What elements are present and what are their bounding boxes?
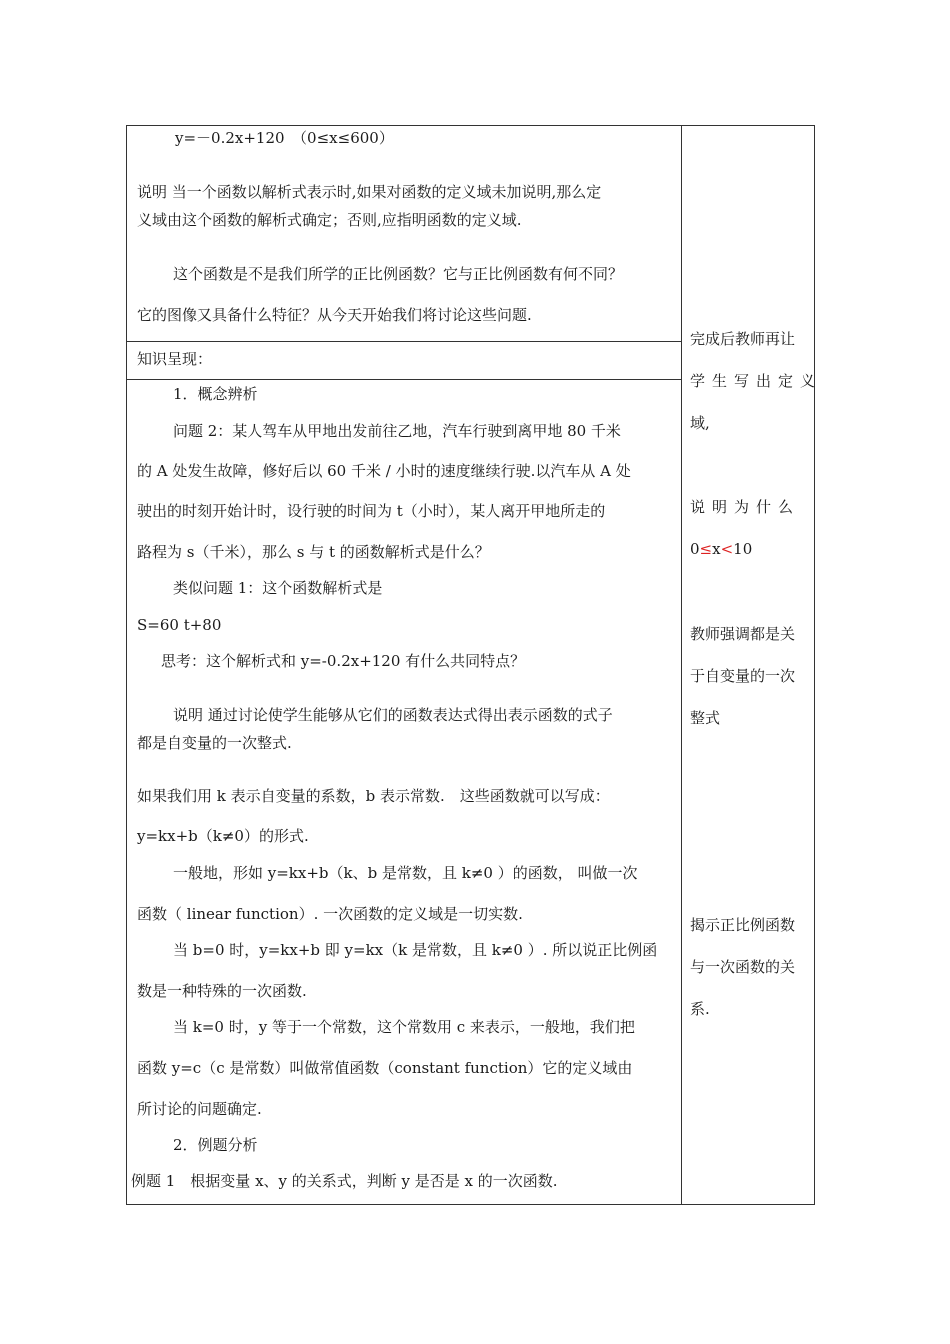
constant-line-3: 所讨论的问题确定. bbox=[137, 1100, 262, 1118]
explain-line-2: 都是自变量的一次整式. bbox=[137, 734, 292, 752]
definition-line-2: 函数（ linear function）. 一次函数的定义域是一切实数. bbox=[137, 905, 523, 923]
formula-s: S=60 t+80 bbox=[137, 616, 222, 634]
note-line-2: 义域由这个函数的解析式确定；否则,应指明函数的定义域. bbox=[137, 211, 522, 229]
side-note-4-line-3: 系. bbox=[690, 1000, 710, 1018]
formula-line: y=－0.2x+120 （0≤x≤600） bbox=[175, 129, 394, 147]
row-divider-1 bbox=[127, 341, 681, 342]
general-line-2: y=kx+b（k≠0）的形式. bbox=[137, 827, 309, 845]
side-note-3-line-3: 整式 bbox=[690, 709, 721, 727]
proportional-line-1: 当 b=0 时，y=kx+b 即 y=kx（k 是常数，且 k≠0 ）. 所以说正比例函 bbox=[173, 941, 658, 959]
constant-line-1: 当 k=0 时，y 等于一个常数，这个常数用 c 来表示，一般地，我们把 bbox=[173, 1018, 635, 1036]
problem-line-4: 路程为 s（千米），那么 s 与 t 的函数解析式是什么？ bbox=[137, 543, 490, 561]
lesson-plan-table bbox=[126, 125, 823, 1205]
subsection-heading-2: 2．例题分析 bbox=[173, 1136, 258, 1154]
explain-line-1: 说明 通过讨论使学生能够从它们的函数表达式得出表示函数的式子 bbox=[173, 706, 613, 724]
side-note-2-line-2 bbox=[690, 528, 808, 570]
example-line: 例题 1 根据变量 x、y 的关系式，判断 y 是否是 x 的一次函数. bbox=[131, 1172, 558, 1190]
side-note-4-line-2: 与一次函数的关 bbox=[690, 958, 796, 976]
proportional-line-2: 数是一种特殊的一次函数. bbox=[137, 982, 307, 1000]
side-note-4 bbox=[690, 904, 808, 1030]
range-end: 10 bbox=[733, 540, 753, 558]
constant-line-2: 函数 y=c（c 是常数）叫做常值函数（constant function）它的定义域由 bbox=[137, 1059, 633, 1077]
side-note-1-line-1: 完成后教师再让 bbox=[690, 330, 796, 348]
definition-line-1: 一般地，形如 y=kx+b（k、b 是常数，且 k≠0 ）的函数， 叫做一次 bbox=[173, 864, 638, 882]
range-var: x bbox=[712, 540, 721, 558]
range-start: 0 bbox=[690, 540, 700, 558]
subsection-heading-1: 1．概念辨析 bbox=[173, 385, 258, 403]
le-symbol: ≤ bbox=[699, 540, 713, 558]
note-line-1: 说明 当一个函数以解析式表示时,如果对函数的定义域未加说明,那么定 bbox=[137, 183, 602, 201]
question-line-2: 它的图像又具备什么特征？从今天开始我们将讨论这些问题. bbox=[137, 306, 532, 324]
side-note-3-line-1: 教师强调都是关 bbox=[690, 625, 796, 643]
side-note-3 bbox=[690, 613, 808, 739]
problem-line-1: 问题 2：某人驾车从甲地出发前往乙地，汽车行驶到离甲地 80 千米 bbox=[173, 422, 621, 440]
lt-symbol: < bbox=[720, 540, 734, 558]
general-line-1: 如果我们用 k 表示自变量的系数，b 表示常数. 这些函数就可以写成： bbox=[137, 787, 610, 805]
side-note-4-line-1: 揭示正比例函数 bbox=[690, 916, 796, 934]
row-divider-2 bbox=[127, 379, 681, 380]
side-note-1-line-2: 学生写出定义 bbox=[690, 372, 823, 390]
question-line-1: 这个函数是不是我们所学的正比例函数？它与正比例函数有何不同？ bbox=[173, 265, 624, 283]
similar-problem-line: 类似问题 1：这个函数解析式是 bbox=[173, 579, 383, 597]
think-line: 思考：这个解析式和 y=-0.2x+120 有什么共同特点？ bbox=[161, 652, 526, 670]
side-note-1-line-3: 域, bbox=[690, 414, 710, 432]
side-note-1 bbox=[690, 318, 823, 444]
side-note-2-line-1: 说明为什么 bbox=[690, 498, 801, 516]
section-label: 知识呈现： bbox=[137, 350, 213, 368]
side-note-2 bbox=[690, 486, 808, 570]
problem-line-3: 驶出的时刻开始计时，设行驶的时间为 t（小时），某人离开甲地所走的 bbox=[137, 502, 606, 520]
column-divider bbox=[681, 126, 682, 1204]
side-note-3-line-2: 于自变量的一次 bbox=[690, 667, 796, 685]
problem-line-2: 的 A 处发生故障，修好后以 60 千米 / 小时的速度继续行驶.以汽车从 A 处 bbox=[137, 462, 631, 480]
